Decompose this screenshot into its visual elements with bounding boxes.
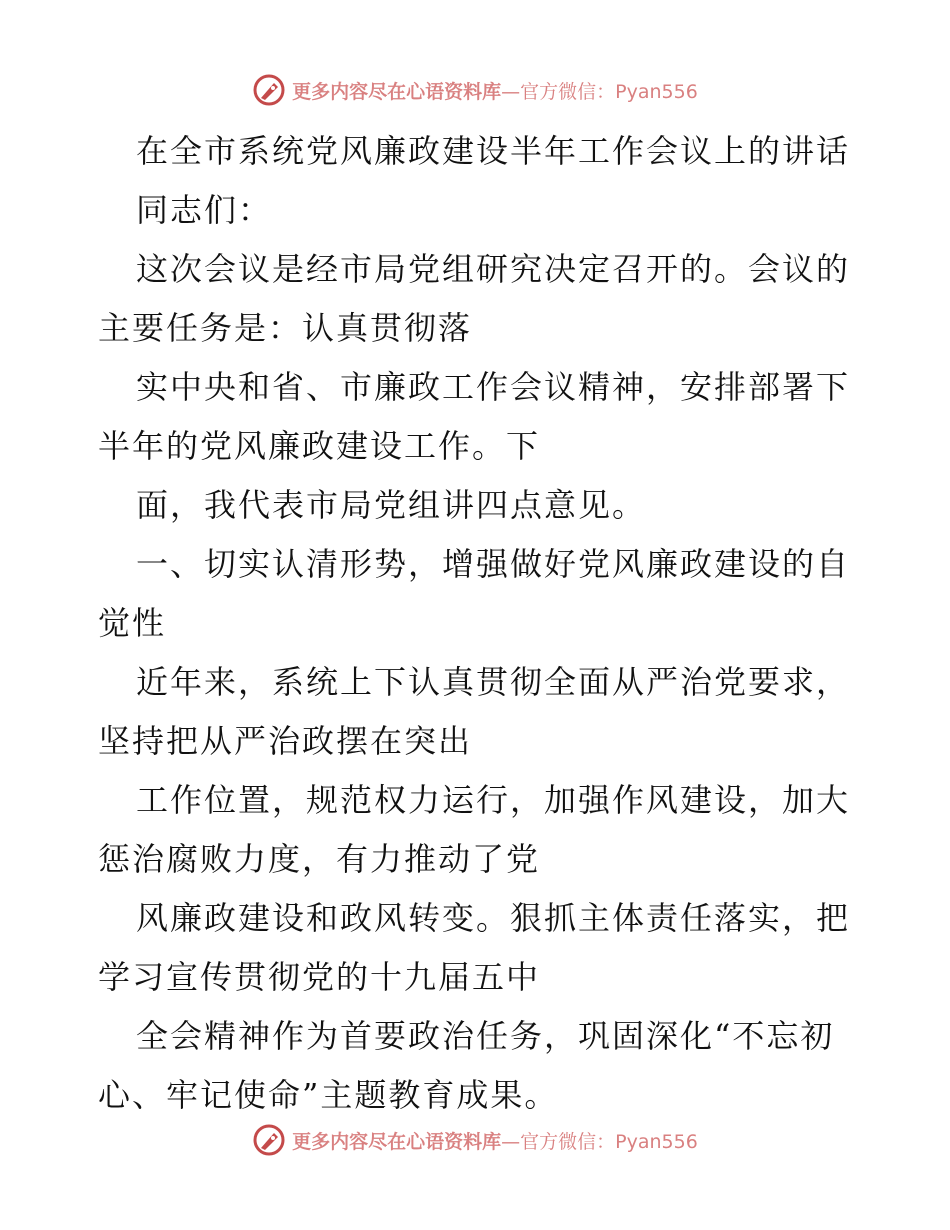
paragraph-line: 全会精神作为首要政治任务，巩固深化“不忘初 xyxy=(136,1017,835,1055)
pen-nib-logo-icon xyxy=(252,1123,286,1157)
paragraph-line: 坚持把从严治政摆在突出 xyxy=(98,722,473,760)
document-body xyxy=(98,122,858,1125)
footer-banner-contact: 官方微信：Pyan556 xyxy=(520,1130,698,1153)
document-title: 在全市系统党风廉政建设半年工作会议上的讲话 xyxy=(136,132,851,170)
paragraph-line: 这次会议是经市局党组研究决定召开的。会议的 xyxy=(136,250,851,288)
header-banner-dash: — xyxy=(501,80,521,103)
salutation: 同志们： xyxy=(136,191,273,229)
paragraph-line: 工作位置，规范权力运行，加强作风建设，加大 xyxy=(136,781,851,819)
header-banner-title: 更多内容尽在心语资料库 xyxy=(292,80,502,103)
header-banner-text xyxy=(292,77,698,104)
footer-banner-dash: — xyxy=(501,1130,521,1153)
paragraph-line: 近年来，系统上下认真贯彻全面从严治党要求， xyxy=(136,663,851,701)
header-banner-contact: 官方微信：Pyan556 xyxy=(520,80,698,103)
paragraph-line: 学习宣传贯彻党的十九届五中 xyxy=(98,958,541,996)
paragraph-line: 主要任务是：认真贯彻落 xyxy=(98,309,473,347)
footer-banner-title: 更多内容尽在心语资料库 xyxy=(292,1130,502,1153)
paragraph-line: 半年的党风廉政建设工作。下 xyxy=(98,427,541,465)
footer-banner xyxy=(0,1120,950,1160)
section-heading: 一、切实认清形势，增强做好党风廉政建设的自 xyxy=(136,545,851,583)
paragraph-line: 面，我代表市局党组讲四点意见。 xyxy=(136,486,647,524)
paragraph-line: 风廉政建设和政风转变。狠抓主体责任落实，把 xyxy=(136,899,851,937)
pen-nib-logo-icon xyxy=(252,73,286,107)
footer-banner-text xyxy=(292,1127,698,1154)
paragraph-line: 心、牢记使命”主题教育成果。 xyxy=(98,1076,559,1114)
paragraph-line: 实中央和省、市廉政工作会议精神，安排部署下 xyxy=(136,368,851,406)
section-heading: 觉性 xyxy=(98,604,167,642)
header-banner xyxy=(0,70,950,110)
paragraph-line: 惩治腐败力度，有力推动了党 xyxy=(98,840,541,878)
